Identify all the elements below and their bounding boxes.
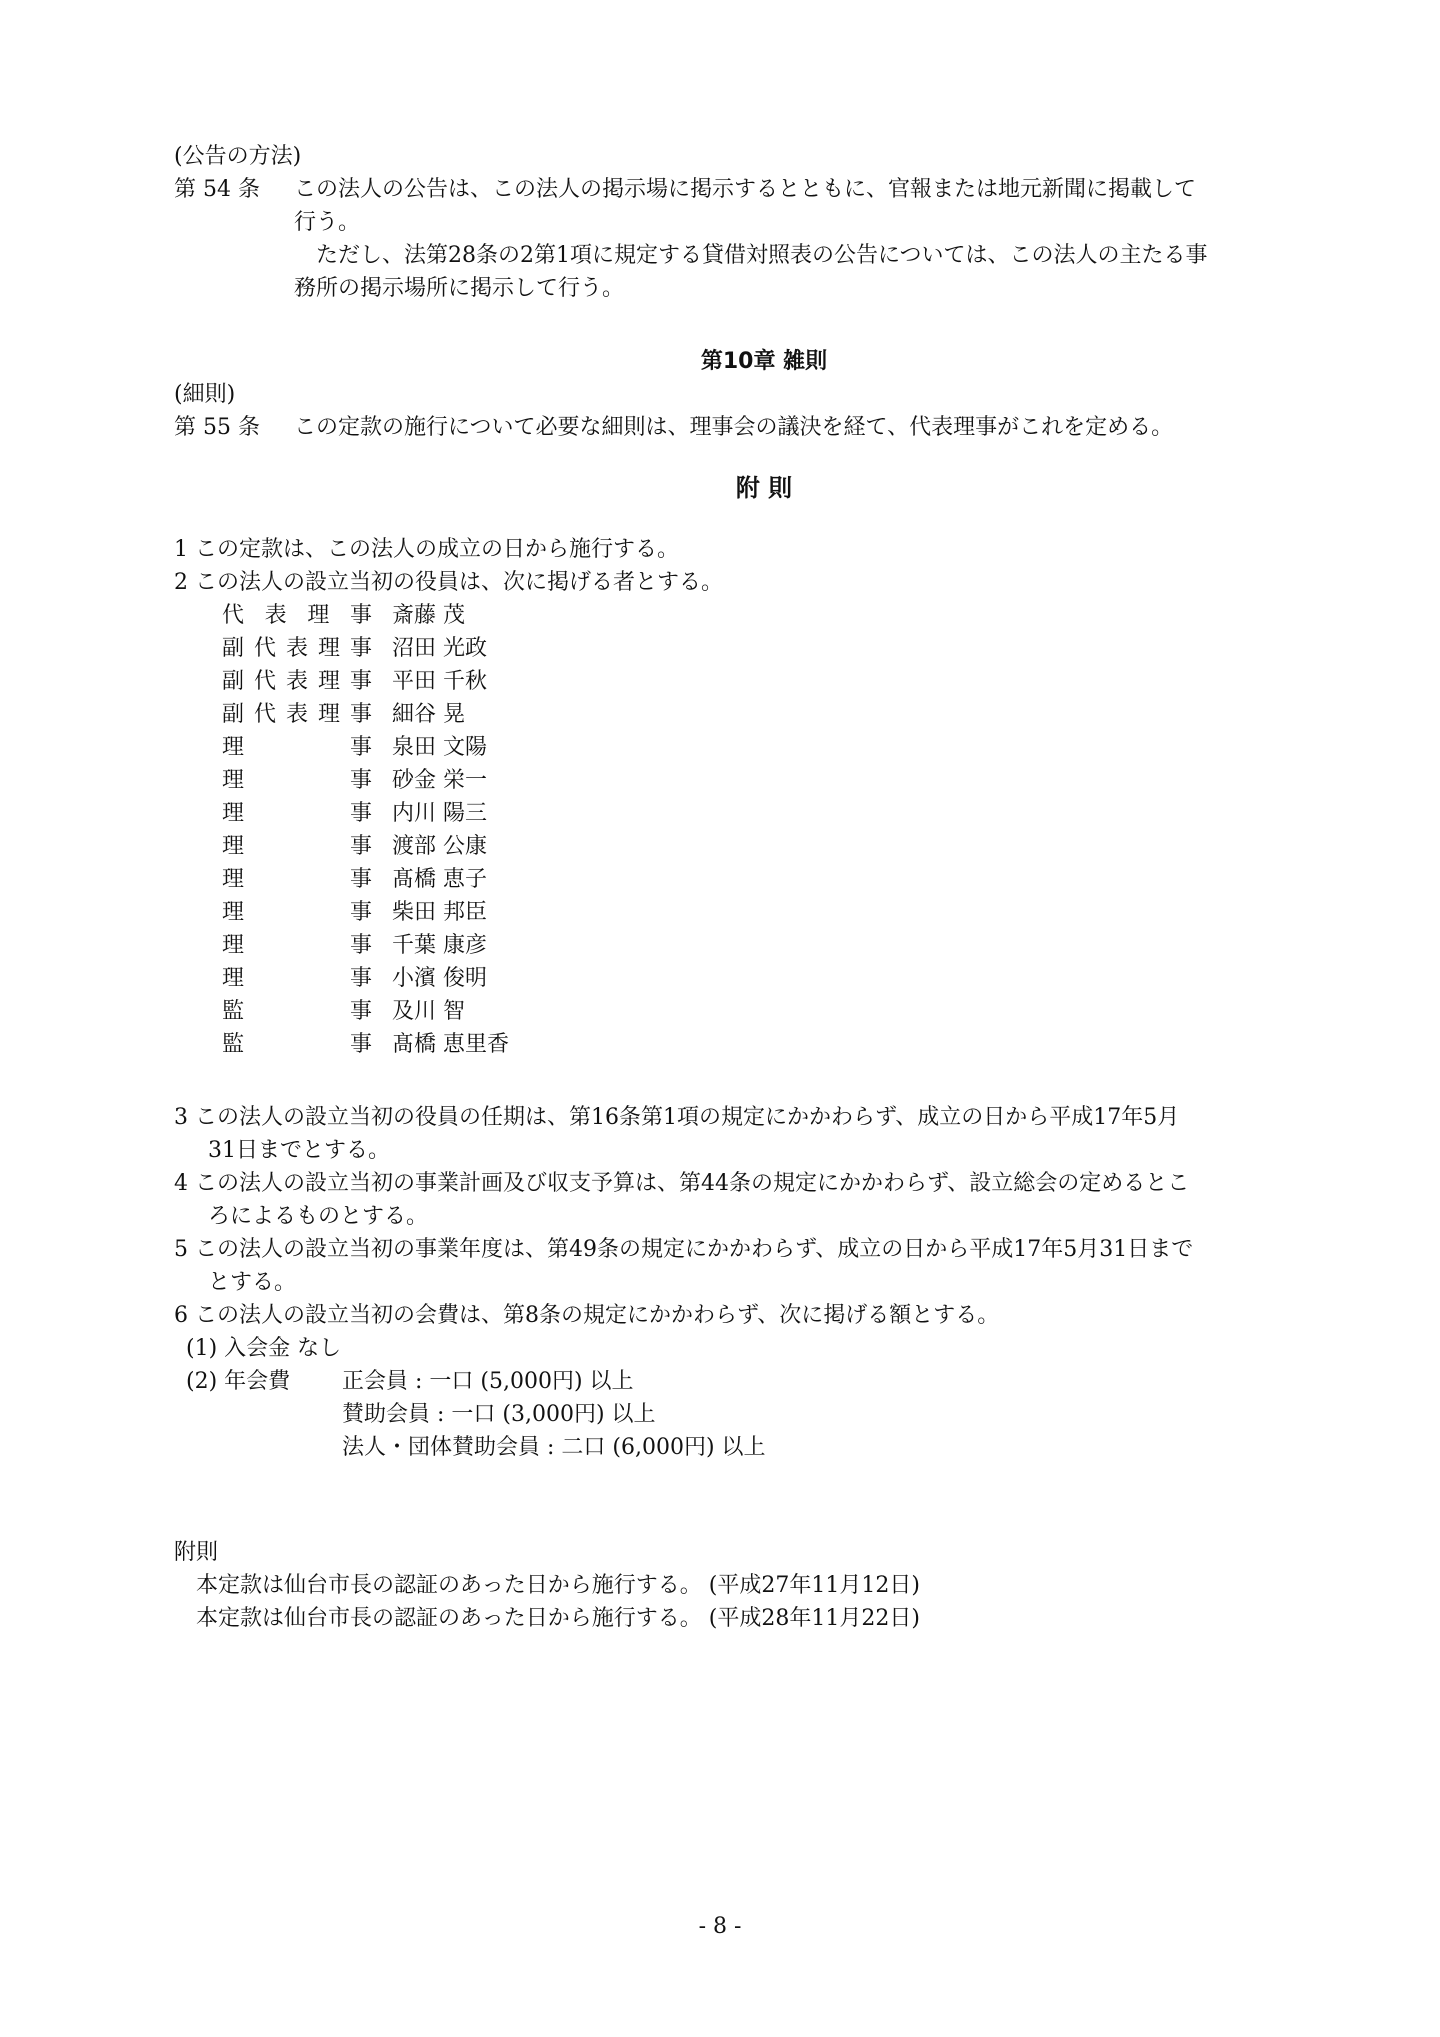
supplementary-item-4: 4 この法人の設立当初の事業計画及び収支予算は、第44条の規定にかかわらず、設立総会の定めるとこ <box>174 1171 1190 1196</box>
fee-entrance: (1) 入会金 なし <box>186 1336 342 1361</box>
page-number: - 8 - <box>698 1914 742 1939</box>
officer-role: 理事 <box>222 867 372 892</box>
article-54-caption: (公告の方法) <box>174 144 302 169</box>
officer-row <box>222 830 1354 863</box>
article-54-text-4: 務所の掲示場所に掲示して行う。 <box>294 276 625 301</box>
officer-row <box>222 797 1354 830</box>
article-55-line <box>174 411 1354 444</box>
officer-row <box>222 896 1354 929</box>
officer-role: 理事 <box>222 834 372 859</box>
officer-row <box>222 995 1354 1028</box>
supplementary-title: 附 則 <box>735 474 793 502</box>
article-54-text-3: ただし、法第28条の2第1項に規定する貸借対照表の公告については、この法人の主たる事 <box>316 243 1208 268</box>
fee-annual-row <box>174 1365 1354 1398</box>
officer-name: 細谷 晃 <box>392 702 465 727</box>
officer-role: 理事 <box>222 768 372 793</box>
chapter-10-title: 第10章 雑則 <box>700 349 828 374</box>
fee-regular-member: 正会員 : 一口 (5,000円) 以上 <box>342 1369 634 1394</box>
supplementary-item-3-cont: 31日までとする。 <box>208 1138 390 1163</box>
officer-name: 及川 智 <box>392 999 465 1024</box>
supplementary-item-5-cont: とする。 <box>208 1270 297 1295</box>
officer-name: 沼田 光政 <box>392 636 487 661</box>
article-54-label: 第 54 条 <box>174 177 260 202</box>
officer-role: 理事 <box>222 966 372 991</box>
officer-name: 千葉 康彦 <box>392 933 487 958</box>
officer-role: 監事 <box>222 999 372 1024</box>
article-54-text-1: この法人の公告は、この法人の掲示場に掲示するとともに、官報または地元新聞に掲載して <box>294 177 1197 202</box>
officer-name: 内川 陽三 <box>392 801 487 826</box>
supplementary-item-5: 5 この法人の設立当初の事業年度は、第49条の規定にかかわらず、成立の日から平成17年5月31日まで <box>174 1237 1194 1262</box>
article-55-label: 第 55 条 <box>174 415 260 440</box>
officer-role: 副代表理事 <box>222 702 372 727</box>
officer-name: 平田 千秋 <box>392 669 487 694</box>
officer-row <box>222 962 1354 995</box>
supplementary-item-4-cont: ろによるものとする。 <box>208 1204 429 1229</box>
officer-row <box>222 665 1354 698</box>
amendment-line-2: 本定款は仙台市長の認証のあった日から施行する。 (平成28年11月22日) <box>196 1606 920 1631</box>
supplementary-item-2: 2 この法人の設立当初の役員は、次に掲げる者とする。 <box>174 570 723 595</box>
article-54-line-1 <box>174 173 1354 206</box>
supplementary-item-6: 6 この法人の設立当初の会費は、第8条の規定にかかわらず、次に掲げる額とする。 <box>174 1303 1000 1328</box>
amendments-title: 附則 <box>174 1540 219 1565</box>
officer-row <box>222 1028 1354 1061</box>
article-54-text-2: 行う。 <box>294 210 361 235</box>
officer-row <box>222 863 1354 896</box>
officer-role: 理事 <box>222 801 372 826</box>
officer-role: 理事 <box>222 933 372 958</box>
fee-supporting-member: 賛助会員 : 一口 (3,000円) 以上 <box>342 1402 656 1427</box>
officer-name: 泉田 文陽 <box>392 735 487 760</box>
officer-list <box>174 599 1354 1061</box>
officer-name: 髙橋 恵里香 <box>392 1032 509 1057</box>
officer-name: 渡部 公康 <box>392 834 487 859</box>
officer-role: 副代表理事 <box>222 636 372 661</box>
amendment-line-1: 本定款は仙台市長の認証のあった日から施行する。 (平成27年11月12日) <box>196 1573 920 1598</box>
officer-row <box>222 632 1354 665</box>
officer-row <box>222 731 1354 764</box>
officer-row <box>222 698 1354 731</box>
officer-role: 監事 <box>222 1032 372 1057</box>
officer-role: 理事 <box>222 900 372 925</box>
officer-name: 柴田 邦臣 <box>392 900 487 925</box>
officer-row <box>222 764 1354 797</box>
officer-name: 髙橋 恵子 <box>392 867 487 892</box>
officer-role: 副代表理事 <box>222 669 372 694</box>
officer-name: 斎藤 茂 <box>392 603 465 628</box>
officer-row <box>222 929 1354 962</box>
fee-annual-label: (2) 年会費 <box>186 1369 291 1394</box>
article-55-caption: (細則) <box>174 382 236 407</box>
officer-role: 代表理事 <box>222 603 372 628</box>
officer-role: 理事 <box>222 735 372 760</box>
officer-name: 小濱 俊明 <box>392 966 487 991</box>
fee-corporate-member: 法人・団体賛助会員 : 二口 (6,000円) 以上 <box>342 1435 766 1460</box>
officer-name: 砂金 栄一 <box>392 768 487 793</box>
supplementary-item-1: 1 この定款は、この法人の成立の日から施行する。 <box>174 537 679 562</box>
officer-row <box>222 599 1354 632</box>
document-page <box>174 140 1354 1635</box>
article-55-text: この定款の施行について必要な細則は、理事会の議決を経て、代表理事がこれを定める。 <box>294 415 1174 440</box>
supplementary-item-3: 3 この法人の設立当初の役員の任期は、第16条第1項の規定にかかわらず、成立の日から平成17年5月 <box>174 1105 1180 1130</box>
